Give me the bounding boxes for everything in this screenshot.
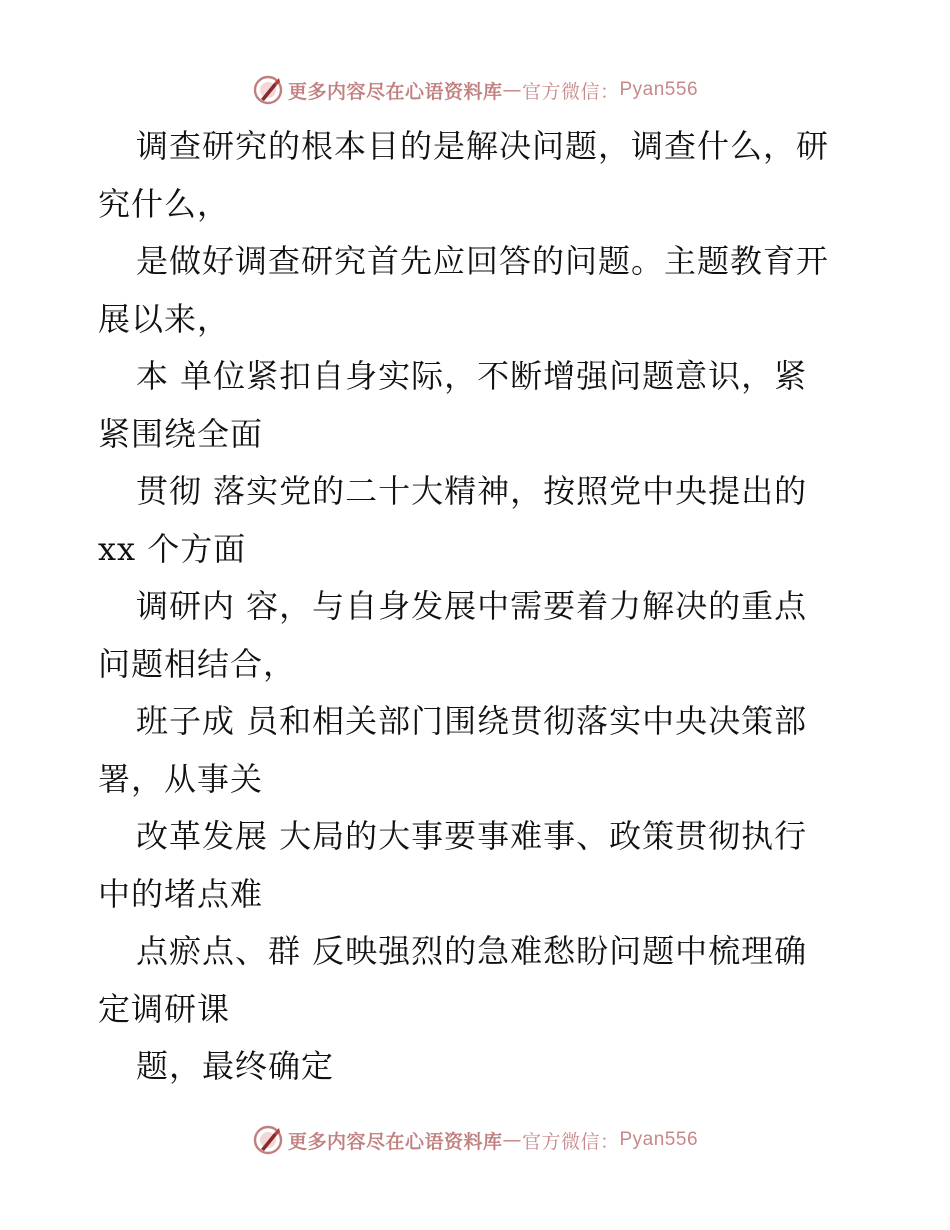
banner-title: 更多内容尽在心语资料库	[287, 1130, 503, 1153]
text-line: 问题相结合，	[98, 644, 297, 683]
text-line: 究什么，	[98, 184, 231, 223]
text-line: 署，从事关	[98, 759, 264, 798]
text-line: 班子成 员和相关部门围绕贯彻落实中央决策部	[136, 702, 808, 740]
text-line: 调研内 容，与自身发展中需要着力解决的重点	[136, 587, 808, 625]
banner-wechat-label: 官方微信：	[521, 80, 620, 103]
quill-logo-icon	[252, 74, 284, 106]
text-line: 定调研课	[98, 989, 231, 1028]
banner-wechat-label: 官方微信：	[521, 1130, 620, 1153]
banner-wechat-id: Pyan556	[619, 1129, 699, 1150]
banner-separator: —	[502, 79, 522, 101]
text-line: 调查研究的根本目的是解决问题，调查什么，研	[136, 127, 830, 165]
text-line: 紧围绕全面	[98, 414, 264, 453]
quill-logo-icon	[252, 1124, 284, 1156]
text-line: 本 单位紧扣自身实际，不断增强问题意识，紧	[136, 357, 808, 395]
banner-separator: —	[502, 1129, 522, 1151]
document-body	[98, 118, 838, 1096]
text-line: 是做好调查研究首先应回答的问题。主题教育开	[136, 242, 830, 280]
text-line: 题，最终确定	[136, 1047, 335, 1085]
text-line: 贯彻 落实党的二十大精神，按照党中央提出的	[136, 472, 808, 510]
text-line: 展以来，	[98, 299, 231, 338]
text-line: 中的堵点难	[98, 874, 264, 913]
banner-title: 更多内容尽在心语资料库	[287, 80, 503, 103]
header-watermark-banner	[0, 70, 950, 110]
text-line: 改革发展 大局的大事要事难事、政策贯彻执行	[136, 817, 808, 855]
footer-watermark-banner	[0, 1120, 950, 1160]
banner-wechat-id: Pyan556	[619, 79, 699, 100]
text-line: 点瘀点、群 反映强烈的急难愁盼问题中梳理确	[136, 932, 808, 970]
text-line: xx 个方面	[98, 529, 247, 568]
